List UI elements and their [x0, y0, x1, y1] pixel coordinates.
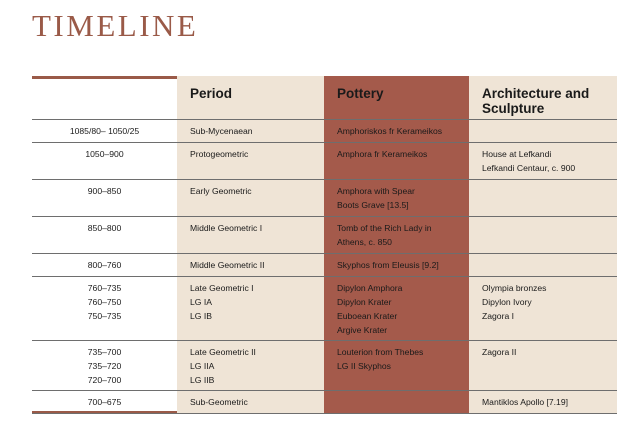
date-cell — [32, 120, 177, 142]
period-text: LG IA — [190, 297, 212, 307]
table-row — [32, 143, 617, 180]
header-architecture-line-1: Architecture and — [482, 86, 590, 101]
date-text: 760–750 — [87, 297, 122, 307]
period-text: Late Geometric I — [190, 283, 254, 293]
pottery-text: Argive Krater — [337, 325, 388, 335]
table-row — [32, 180, 617, 217]
header-date — [32, 76, 177, 119]
architecture-cell — [469, 277, 617, 340]
date-text: 700–675 — [87, 397, 122, 407]
architecture-cell — [469, 180, 617, 216]
period-text: Sub-Geometric — [190, 397, 248, 407]
table-header-row — [32, 76, 617, 120]
date-text: 735–700 — [87, 347, 122, 357]
pottery-text: LG II Skyphos — [337, 361, 391, 371]
period-cell — [177, 254, 324, 276]
pottery-text: Amphora with Spear — [337, 186, 415, 196]
pottery-text: Euboean Krater — [337, 311, 398, 321]
pottery-cell — [324, 217, 469, 253]
pottery-cell — [324, 120, 469, 142]
date-text: 800–760 — [87, 260, 122, 270]
date-cell — [32, 180, 177, 216]
period-text: LG IB — [190, 311, 212, 321]
period-cell — [177, 391, 324, 413]
table-row — [32, 120, 617, 143]
period-text: Early Geometric — [190, 186, 252, 196]
architecture-text: House at Lefkandi — [482, 149, 552, 159]
architecture-text: Zagora I — [482, 311, 515, 321]
pottery-cell — [324, 254, 469, 276]
pottery-text: Amphora fr Kerameikos — [337, 149, 428, 159]
pottery-text: Athens, c. 850 — [337, 237, 392, 247]
architecture-text: Lefkandi Centaur, c. 900 — [482, 163, 576, 173]
architecture-cell — [469, 143, 617, 179]
pottery-text: Skyphos from Eleusis [9.2] — [337, 260, 439, 270]
pottery-cell — [324, 277, 469, 340]
date-text: 900–850 — [87, 186, 122, 196]
pottery-text: Tomb of the Rich Lady in — [337, 223, 432, 233]
period-text: LG IIA — [190, 361, 215, 371]
pottery-text: Dipylon Amphora — [337, 283, 403, 293]
pottery-cell — [324, 180, 469, 216]
table-row — [32, 391, 617, 414]
date-text: 760–735 — [87, 283, 122, 293]
date-text: 850–800 — [87, 223, 122, 233]
table-row — [32, 254, 617, 277]
table-row — [32, 341, 617, 391]
period-cell — [177, 217, 324, 253]
date-text: 735–720 — [87, 361, 122, 371]
date-text: 1085/80– 1050/25 — [69, 126, 140, 136]
pottery-text: Amphoriskos fr Kerameikos — [337, 126, 443, 136]
date-cell — [32, 341, 177, 390]
architecture-cell — [469, 120, 617, 142]
header-period: Period — [190, 86, 233, 101]
header-architecture — [469, 76, 617, 119]
table-row — [32, 277, 617, 341]
pottery-cell — [324, 341, 469, 390]
architecture-text: Mantiklos Apollo [7.19] — [482, 397, 568, 407]
page-title: TIMELINE — [32, 8, 199, 43]
period-text: Protogeometric — [190, 149, 249, 159]
architecture-cell — [469, 341, 617, 390]
date-text: 720–700 — [87, 375, 122, 385]
timeline-table — [32, 76, 617, 414]
date-cell — [32, 277, 177, 340]
header-pottery: Pottery — [337, 86, 384, 101]
table-row — [32, 217, 617, 254]
period-text: Middle Geometric I — [190, 223, 263, 233]
date-cell — [32, 391, 177, 413]
architecture-text: Zagora II — [482, 347, 517, 357]
pottery-text: Boots Grave [13.5] — [337, 200, 409, 210]
period-text: Sub-Mycenaean — [190, 126, 253, 136]
period-text: Late Geometric II — [190, 347, 256, 357]
architecture-cell — [469, 217, 617, 253]
period-cell — [177, 143, 324, 179]
period-cell — [177, 277, 324, 340]
architecture-text: Olympia bronzes — [482, 283, 547, 293]
pottery-text: Dipylon Krater — [337, 297, 392, 307]
pottery-cell — [324, 143, 469, 179]
date-cell — [32, 143, 177, 179]
pottery-cell — [324, 391, 469, 413]
pottery-text: Louterion from Thebes — [337, 347, 424, 357]
period-cell — [177, 180, 324, 216]
architecture-cell — [469, 391, 617, 413]
architecture-cell — [469, 254, 617, 276]
date-cell — [32, 217, 177, 253]
header-architecture-line-2: Sculpture — [482, 101, 545, 116]
date-cell — [32, 254, 177, 276]
date-text: 1050–900 — [85, 149, 124, 159]
architecture-text: Dipylon Ivory — [482, 297, 532, 307]
period-text: LG IIB — [190, 375, 215, 385]
date-text: 750–735 — [87, 311, 122, 321]
period-cell — [177, 120, 324, 142]
period-cell — [177, 341, 324, 390]
period-text: Middle Geometric II — [190, 260, 265, 270]
